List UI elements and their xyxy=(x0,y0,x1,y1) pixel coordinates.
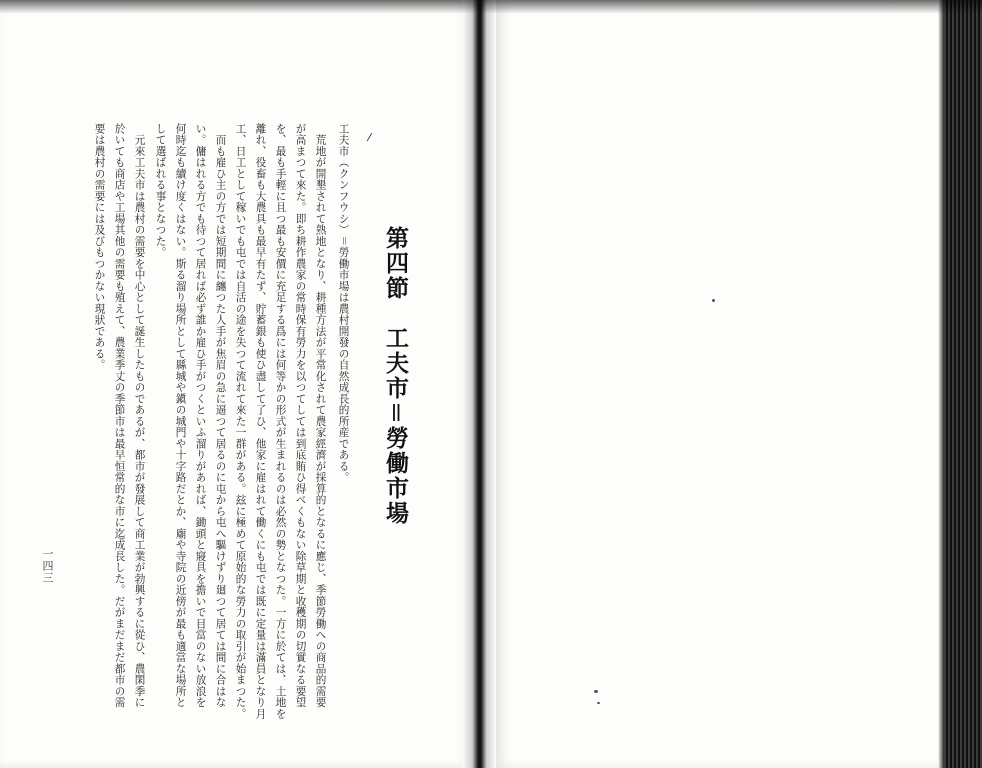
margin-mark xyxy=(367,133,378,141)
body-line: 於いても商店や工場其他の需要も殖えて、農業季丈の季節市は最早恒常的な市に迄成長した。だがまだまだ都市の需 xyxy=(113,123,126,708)
body-line: 荒地が開墾されて熟地となり、耕種方法が平常化されて農家經濟が採算的となるに應じ、季節勞働への商品的需要 xyxy=(314,123,327,708)
page-number: 一四三 xyxy=(41,548,54,584)
paper-speck xyxy=(594,690,598,693)
paper-speck xyxy=(597,702,600,704)
body-line: 何時迄も續け度くはない。斯る溜り場所として縣城や鎭の城門や十字路だとか、廟や寺院の近傍が最も適當な場所と xyxy=(174,123,187,708)
body-line: 工、日工として稼いでも屯では自活の途を失つて流れて來た一群がある。玆に極めて原始的な勞力の取引が始まつた。 xyxy=(234,123,247,720)
body-line: を、最も手輕に且つ最も安價に充足する爲には何等かの形式が生まれるのは必然の勢となつた。一方に於ては、土地を xyxy=(274,123,287,720)
body-line: して選ばれる事となつた。 xyxy=(154,123,167,258)
body-line: 要は農村の需要には及びもつかない現狀である。 xyxy=(93,123,106,371)
body-line: が高まつて來た。即ち耕作農家の常時保有勞力を以つてしては到底賄ひ得べくもない除草期と收穫期の切實なる要望 xyxy=(294,123,307,708)
paper-speck xyxy=(712,299,715,302)
body-line: い。傭はれる方でも待つて居れば必ず誰か雇ひ手がつくといふ溜りがあれば、鋤頭と寢具を擔いで目當のない放浪を xyxy=(194,123,207,708)
right-page xyxy=(496,0,942,768)
section-heading: 第四節 工夫市＝勞働市場 xyxy=(382,226,409,526)
scan-top-shadow xyxy=(0,0,982,14)
body-line: 元來工夫市は農村の需要を中心として誕生したものであるが、都市が發展して商工業が勃興するに從ひ、農閑季に xyxy=(133,123,146,708)
book-gutter xyxy=(462,0,496,768)
body-line: 離れ、役畜も大農具も最早有たず、貯蓄銀も使ひ盡して了ひ、他家に雇はれて働くにも屯では既に定量は滿員となり月 xyxy=(254,123,267,720)
page-edge-stack xyxy=(938,0,982,768)
body-line: 工夫市（クンフウシ）＝勞働市場は農村開發の自然成長的所産である。 xyxy=(337,123,350,483)
body-line: 而も雇ひ主の方では短期間に纏つた人手が焦眉の急に逼つて居るのに屯から屯へ驅けずり廻つて居ては間に合はな xyxy=(214,123,227,708)
left-page xyxy=(0,0,472,768)
